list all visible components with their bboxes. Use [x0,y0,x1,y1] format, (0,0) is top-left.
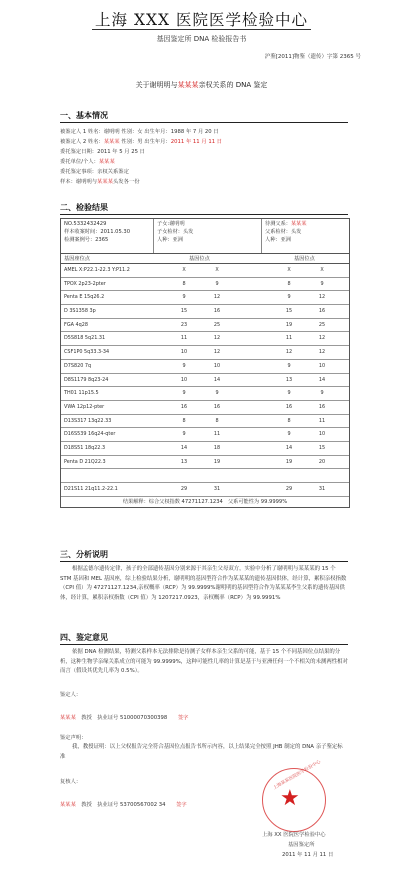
child-allele-1: 9 [182,390,186,397]
father-allele-2: 9 [320,390,324,397]
father-allele-2: 9 [320,280,324,287]
father-allele-1: 19 [285,321,293,328]
table-row [61,469,349,483]
entrust-name: 某某某 [98,159,115,165]
results-table [60,218,350,508]
reviewer-line [60,800,187,808]
table-row [61,278,349,292]
table-row [61,291,349,305]
declaration-text: 我，教授证明：以上父权报告完全符合基因位点报告书所示内容，以上结果完全按照 JHB 制定的 DNA 亲子鉴定标准 [60,744,343,760]
child-allele-2: 18 [213,444,221,451]
father-allele-2: 16 [318,308,326,315]
locus-cell: VWA 12p12-pter [64,403,105,410]
appraiser-name: 某某某 [60,715,76,721]
father-material: 父系检材：头发 [265,229,302,235]
father-allele-2: 12 [318,349,326,356]
sample-text-a: 样本：谢明明与 [60,179,98,185]
sample-no: NO.5332432429 [64,221,107,227]
child-allele-1: 13 [180,458,188,465]
locus-cell: D7S820 7q [64,362,92,369]
child-allele-2: 8 [215,417,219,424]
father-allele-1: X [287,267,291,273]
locus-cell: D8S1179 8q23-24 [64,376,109,383]
father-allele-2: 16 [318,403,326,410]
child-allele-2: 9 [215,390,219,397]
subject-2-text-b: 性别：男 出生年月： [119,139,171,145]
table-row [61,319,349,333]
child-allele-1: 15 [180,308,188,315]
report-subtitle: 基因鉴定所 DNA 检验报告书 [156,35,247,43]
child-allele-1: 8 [182,417,186,424]
footer-org-line1: 上海 XX 医院医学检验中心 [262,832,326,838]
locus-cell: D16S539 16q24-qter [64,431,116,438]
appraiser-line [60,713,188,721]
father-allele-1: 14 [285,444,293,451]
table-row [61,428,349,442]
locus-cell: D18S51 18q22.3 [64,444,106,451]
document-number: 沪鉴[2011]物鉴（遗传）字第 2365 号 [264,54,361,60]
section-opinion-heading: 四、鉴定意见 [60,633,108,642]
results-table-body [61,264,349,497]
father-allele-2: 25 [318,321,326,328]
section-divider [60,644,348,645]
child-allele-1: 29 [180,486,188,492]
reviewer-label: 复核人： [60,779,82,785]
section-divider [60,214,348,215]
case-number: 检测案例号：2365 [64,237,109,243]
father-allele-1: 8 [287,417,291,424]
child-material: 子女检材：头发 [157,229,194,235]
appraiser-title: 教授 [81,715,92,721]
report-heading-pre: 关于谢明明与 [135,81,178,89]
locus-cell: D5S818 5q21.31 [64,335,106,342]
locus-cell: FGA 4q28 [64,321,88,328]
child-allele-1: 10 [180,376,188,383]
analysis-paragraph: 根据孟德尔遗传定律，孩子的全部遗传基因分别来源于其亲生父母双方，实验中分析了谢明明与某某某的 15 个 STM 基因和 MEL 基因座，综上检验结果分析，谢明明的基因型符合作为某某某的遗传基因供体，经计算，累积亲权指数（CPI 值）为 47271127.1234,亲权概率（RCP）为 99.9999%谢明明的基因型符合作为某某某李生父系的遗传基因供体，经计算，累积亲权指数（CPI 值）为 1207217.0923，亲权概率（RCP）为 99.9991% [60,566,347,601]
table-row [61,442,349,456]
child-allele-1: X [182,267,186,273]
father-allele-2: 31 [318,486,326,492]
page-title: 上海 XXX 医院医学检验中心 [95,11,308,29]
subject-1-line [60,127,219,135]
father-allele-1: 16 [285,403,293,410]
seal-text: 上海某某医院医学检验中心 [272,759,322,792]
father-allele-2: 20 [318,458,326,465]
father-allele-1: 13 [285,376,293,383]
subject-2-name: 某某某 [103,139,120,145]
father-allele-2: 12 [318,335,326,342]
table-row [61,401,349,415]
child-allele-1: 16 [180,403,188,410]
child-allele-1: 9 [182,294,186,301]
child-allele-2: 10 [213,362,221,369]
sample-name: 某某某 [97,179,113,185]
child-allele-1: 10 [180,349,188,356]
child-allele-1: 9 [182,362,186,369]
accept-date: 委托鉴定日期：2011 年 5 月 25 日 [60,149,145,155]
father-name: 某某某 [290,221,307,227]
child-allele-2: 12 [213,294,221,301]
reviewer-title: 教授 [81,802,92,808]
child-allele-2: X [215,267,219,273]
table-row [61,374,349,388]
child-allele-2: 14 [213,376,221,383]
table-row [61,483,349,497]
table-row [61,332,349,346]
footer-org-line2: 基因鉴定所 [288,842,315,848]
father-label: 待测父系： [265,221,291,227]
father-allele-1: 9 [287,390,291,397]
locus-cell: TPOX 2p23-2pter [64,280,106,287]
father-allele-1: 9 [287,431,291,438]
column-locus: 基因座位点 [64,256,90,262]
child-allele-2: 31 [213,486,221,492]
father-allele-2: 10 [318,362,326,369]
reviewer-name: 某某某 [60,802,76,808]
section-results-heading: 二、检验结果 [60,203,108,212]
results-summary: 结果解释：综合父权指数 47271127.1234 父系可能性为 99.9999% [122,498,288,505]
column-child-alleles: 基因位点 [189,256,210,262]
father-allele-2: 12 [318,294,326,301]
subject-1-dob: 1988 年 7 月 20 日 [170,129,219,135]
child-allele-2: 16 [213,308,221,315]
child-allele-1: 11 [180,335,188,342]
results-table-header [61,219,349,254]
father-allele-1: 19 [285,458,293,465]
table-row [61,415,349,429]
locus-cell: D21S11 21q11.2-22.1 [64,486,118,492]
child-allele-1: 14 [180,444,188,451]
father-line [265,221,307,228]
table-row [61,264,349,278]
table-row [61,360,349,374]
locus-cell: Penta E 15q26.2 [64,294,105,301]
father-allele-1: 11 [285,335,293,342]
reviewer-license: 执业证号 53700567002 34 [97,802,166,808]
reviewer-signature: 签字 [176,802,187,808]
title-underline [92,29,311,30]
subject-2-line [60,137,222,145]
report-heading-name: 某某某 [177,81,199,89]
child-allele-2: 25 [213,321,221,328]
child-allele-2: 11 [213,431,221,438]
locus-cell: AMEL X:P22.1-22.3 Y:P11.2 [64,267,130,273]
declaration-label: 鉴定声明： [60,735,87,741]
locus-cell: CSF1P0 5q33.3-34 [64,349,110,356]
entrust-label: 委托单位/个人： [60,159,99,165]
section-analysis-heading: 三、分析说明 [60,550,108,559]
child-allele-2: 19 [213,458,221,465]
table-row [61,456,349,470]
seal-star-icon: ★ [280,786,300,811]
report-heading [0,80,403,90]
section-basic-heading: 一、基本情况 [60,111,108,120]
child-allele-2: 12 [213,335,221,342]
child-allele-2: 12 [213,349,221,356]
table-row [61,305,349,319]
child-allele-1: 9 [182,431,186,438]
father-allele-1: 9 [287,362,291,369]
father-allele-2: 10 [318,431,326,438]
receive-time: 样本收案时间：2011.05.30 [64,229,131,235]
column-father-alleles: 基因位点 [294,256,315,262]
locus-cell: D 3S1358 3p [64,308,96,315]
father-race: 人种：亚洲 [265,237,291,243]
locus-cell: Penta D 21Q22.3 [64,458,106,465]
report-heading-post: 亲权关系的 DNA 鉴定 [198,81,268,89]
child-allele-1: 23 [180,321,188,328]
entrust-matter: 委托鉴定事项：亲权关系鉴定 [60,169,129,175]
section-divider [60,122,348,123]
child-name: 子女:谢明明 [157,221,185,227]
entrust-line [60,157,115,165]
child-allele-1: 8 [182,280,186,287]
opinion-paragraph: 依据 DNA 检测结果，特测父系样本无法排除是待测子女样本亲生父系的可能，基于 15 个不同基因位点结果的分析，这种生物学亲缘关系成立的可能为 99.9999%，这种可能性几率的计算是基于与亚洲任何一个不相关的未测两性相对而言（假设其优先几率为 0.5%）。 [60,649,348,674]
father-allele-1: 15 [285,308,293,315]
locus-cell: D13S317 13q22.33 [64,417,112,424]
appraiser-signature: 签字 [177,715,189,721]
father-allele-2: 11 [318,417,326,424]
child-race: 人种：亚洲 [157,237,183,243]
father-allele-2: 14 [318,376,326,383]
footer-date: 2011 年 11 月 11 日 [282,852,334,858]
sample-text-b: 头发各一份 [113,179,140,185]
father-allele-1: 9 [287,294,291,301]
subject-2-dob: 2011 年 11 月 11 日 [170,139,223,145]
child-allele-2: 16 [213,403,221,410]
locus-cell: TH01 11p15.5 [64,390,99,397]
appraiser-label: 鉴定人： [60,692,82,698]
table-row [61,387,349,401]
father-allele-2: 15 [318,444,326,451]
father-allele-1: 8 [287,280,291,287]
child-allele-2: 9 [215,280,219,287]
table-row [61,346,349,360]
father-allele-1: 29 [285,486,293,492]
subject-1-text: 被鉴定人 1 姓名：谢明明 性别：女 出生年月： [60,129,171,135]
sample-line [60,177,140,185]
column-header-row [61,254,349,264]
father-allele-2: X [320,267,324,273]
appraiser-license: 执业证号 51000070300398 [97,715,168,721]
section-divider [60,561,348,562]
father-allele-1: 12 [285,349,293,356]
subject-2-text: 被鉴定人 2 姓名： [60,139,104,145]
